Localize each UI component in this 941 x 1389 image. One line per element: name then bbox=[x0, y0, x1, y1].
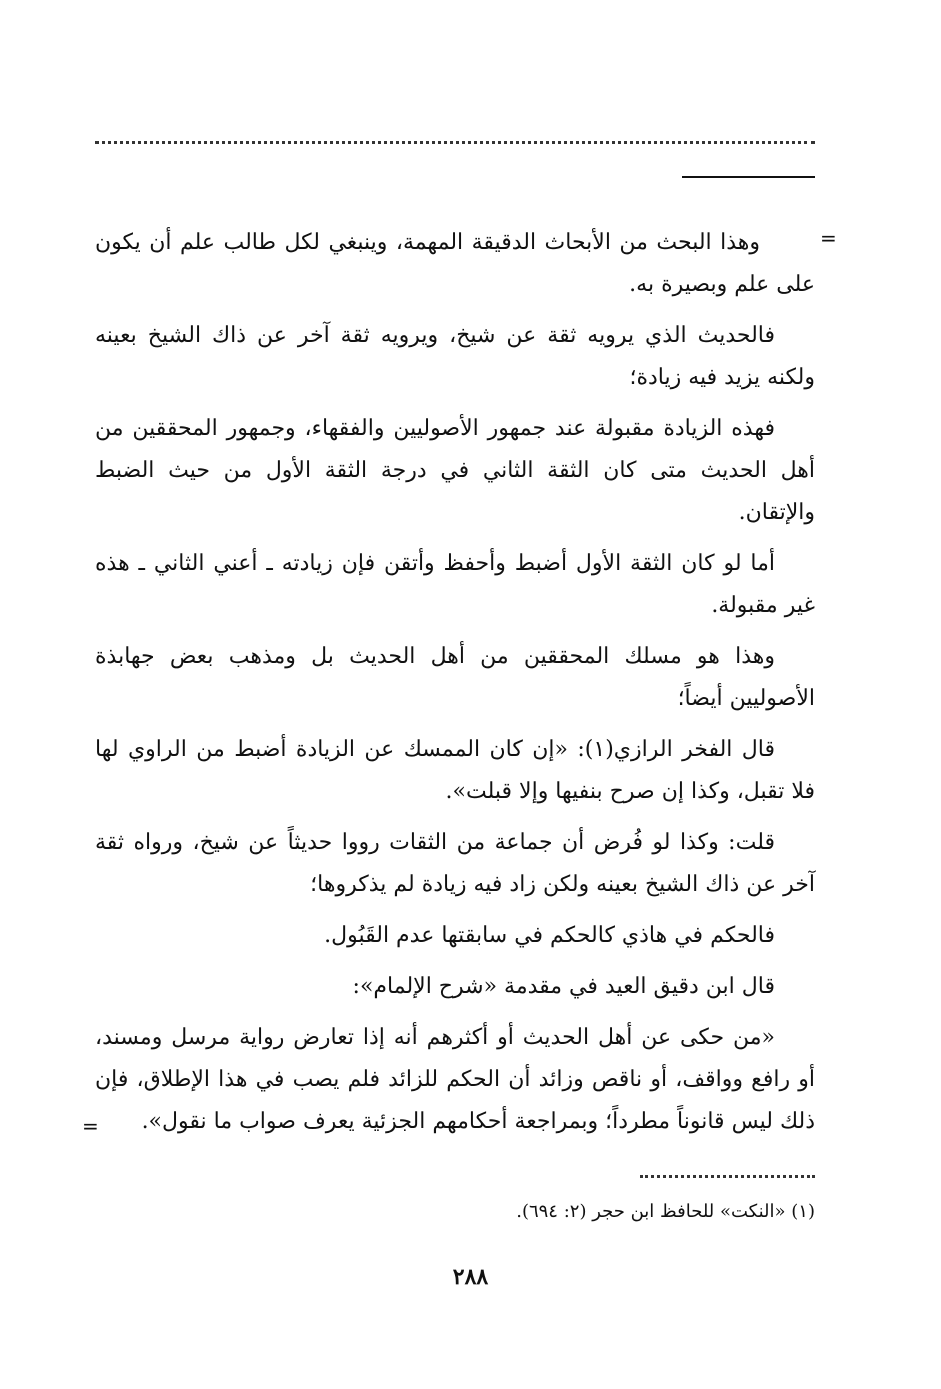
footnote: (١) «النكت» للحافظ ابن حجر (٢: ٦٩٤). bbox=[516, 1201, 815, 1222]
paragraph-3: فهذه الزيادة مقبولة عند جمهور الأصوليين والفقهاء، وجمهور المحققين من أهل الحديث متى كان الثقة الثاني في درجة الثقة الأول من حيث الضبط والإتقان. bbox=[95, 416, 815, 525]
paragraph-6: قال الفخر الرازي(١): «إن كان الممسك عن الزيادة أضبط من الراوي لها فلا تقبل، وكذا إن صرح بنفيها وإلا قبلت». bbox=[95, 737, 815, 804]
paragraph-5: وهذا هو مسلك المحققين من أهل الحديث بل ومذهب بعض جهابذة الأصوليين أيضاً؛ bbox=[95, 644, 815, 711]
body-text bbox=[95, 222, 815, 1152]
footnote-continuation-rule bbox=[682, 176, 815, 178]
top-dotted-separator bbox=[95, 141, 815, 144]
paragraph-2: فالحديث الذي يرويه ثقة عن شيخ، ويرويه ثقة آخر عن ذاك الشيخ بعينه ولكنه يزيد فيه زيادة؛ bbox=[95, 323, 815, 390]
paragraph-7: قلت: وكذا لو فُرض أن جماعة من الثقات رووا حديثاً عن شيخ، ورواه ثقة آخر عن ذاك الشيخ بعينه ولكن زاد فيه زيادة لم يذكروها؛ bbox=[95, 830, 815, 897]
paragraph-10: «من حكى عن أهل الحديث أو أكثرهم أنه إذا تعارض رواية مرسل ومسند، أو رافع وواقف، أو ناقص وزائد أن الحكم للزائد فلم يصب في هذا الإطلاق، فإن ذلك ليس قانوناً مطرداً؛ وبمراجعة أحكامهم الجزئية يعرف صواب ما نقول». bbox=[95, 1025, 815, 1134]
footnote-dotted-separator bbox=[640, 1175, 815, 1178]
continuation-mark-top: = bbox=[820, 226, 837, 250]
paragraph-1: وهذا البحث من الأبحاث الدقيقة المهمة، وينبغي لكل طالب علم أن يكون على علم وبصيرة به. bbox=[95, 230, 815, 297]
paragraph-8: فالحكم في هاذي كالحكم في سابقتها عدم القَبُول. bbox=[324, 923, 775, 948]
page-number: ٢٨٨ bbox=[452, 1264, 489, 1290]
paragraph-9: قال ابن دقيق العيد في مقدمة «شرح الإلمام»: bbox=[352, 974, 775, 999]
paragraph-4: أما لو كان الثقة الأول أضبط وأحفظ وأتقن فإن زيادته ـ أعني الثاني ـ هذه غير مقبولة. bbox=[95, 551, 815, 618]
continuation-mark-bottom: = bbox=[82, 1114, 99, 1138]
